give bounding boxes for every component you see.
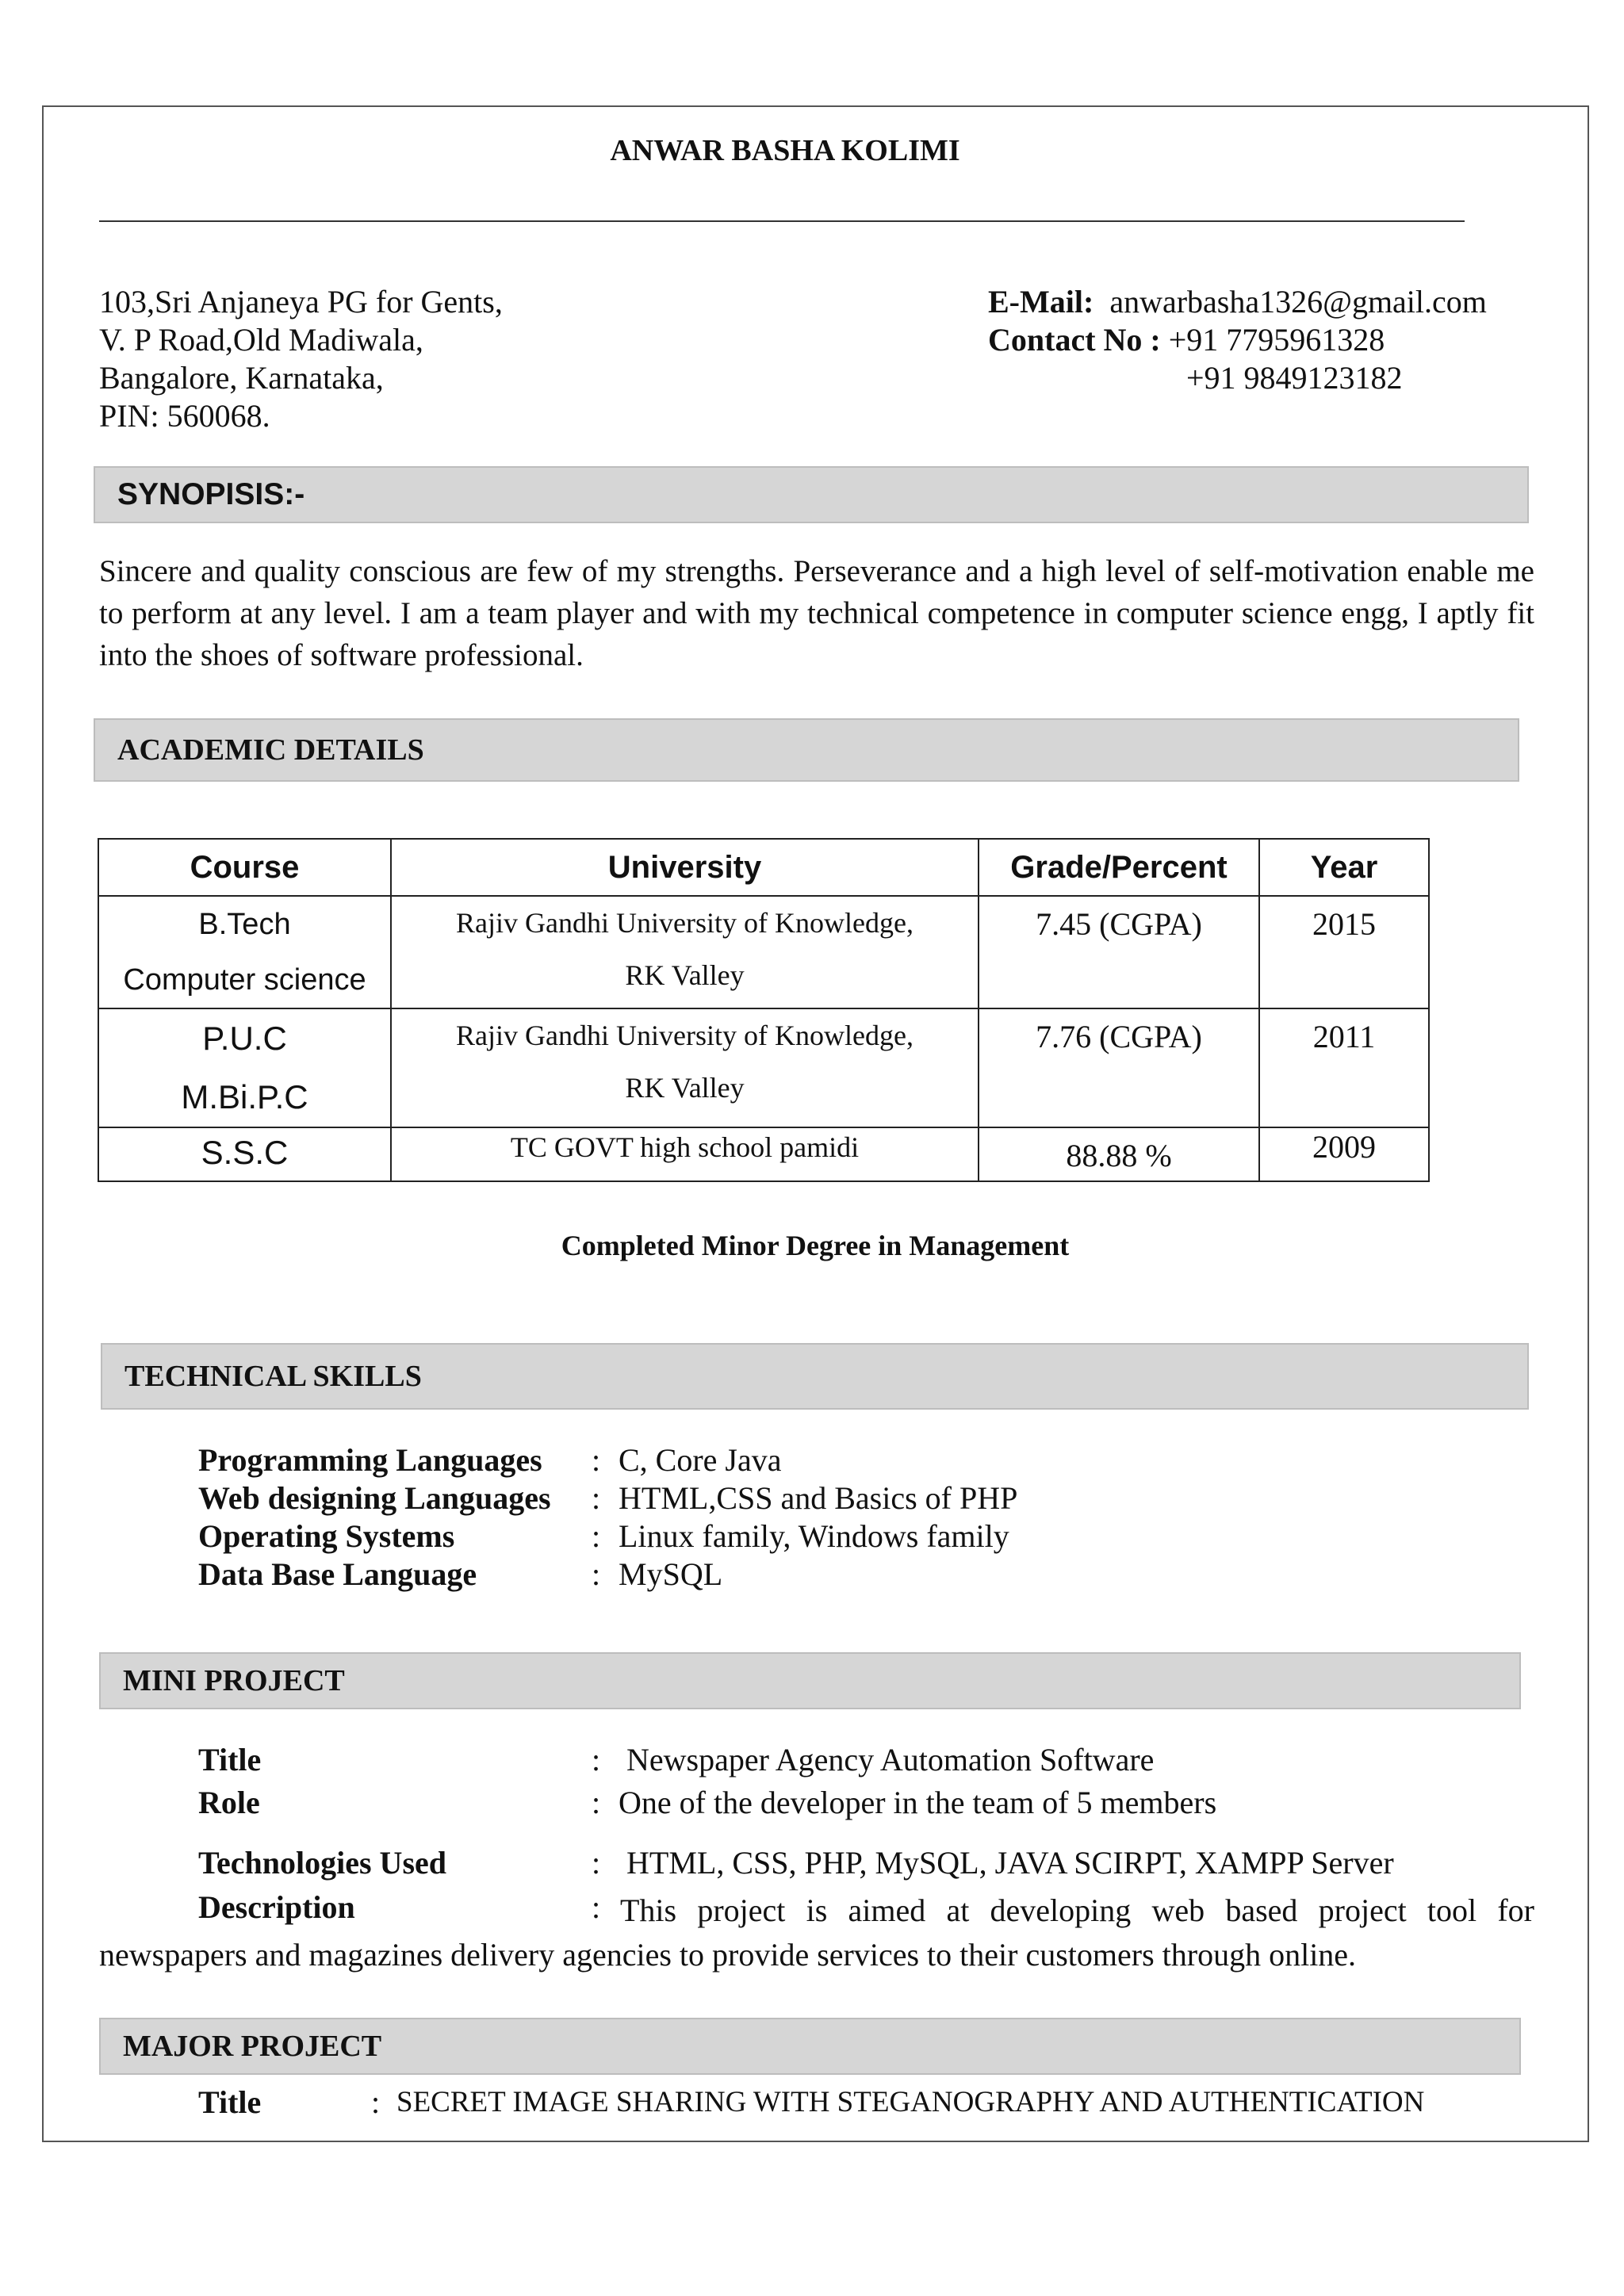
project-value: One of the developer in the team of 5 members — [619, 1785, 1217, 1820]
university-cell: TC GOVT high school pamidi — [391, 1127, 979, 1181]
synopsis-header — [94, 466, 1529, 523]
skill-value: HTML,CSS and Basics of PHP — [619, 1480, 1018, 1516]
major-project-header — [99, 2018, 1521, 2075]
minor-degree-note: Completed Minor Degree in Management — [561, 1230, 1070, 1261]
course-name: P.U.C — [202, 1020, 287, 1057]
university-name: Rajiv Gandhi University of Knowledge, — [456, 1020, 914, 1051]
email-label: E-Mail: — [988, 284, 1094, 320]
grade-cell: 88.88 % — [979, 1127, 1259, 1181]
skill-row — [0, 1479, 1624, 1517]
column-header: Grade/Percent — [979, 839, 1259, 896]
section-title: MINI PROJECT — [123, 1664, 345, 1697]
course-cell — [98, 1008, 391, 1127]
separator: : — [371, 2084, 381, 2120]
university-cell — [391, 896, 979, 1008]
course-branch: Computer science — [123, 963, 366, 997]
section-title: ACADEMIC DETAILS — [117, 733, 424, 767]
table-row — [98, 896, 1429, 1008]
mini-project-header — [99, 1652, 1521, 1709]
skill-value: C, Core Java — [619, 1442, 782, 1478]
project-value: Newspaper Agency Automation Software — [626, 1742, 1155, 1777]
project-description: This project is aimed at developing web based project tool for newspapers and magazines delivery agencies to provide services to their customers through online. — [99, 1892, 1534, 1973]
phone-number: +91 9849123182 — [1186, 360, 1403, 396]
table-row — [98, 1127, 1429, 1181]
skill-row — [0, 1556, 1624, 1594]
email-address: anwarbasha1326@gmail.com — [1109, 284, 1487, 320]
synopsis-text: Sincere and quality conscious are few of my strengths. Perseverance and a high level of self-motivation enable me to perform at any level. I am a team player and with my technical competence in computer science engg, I aptly fit into the shoes of software professional. — [99, 554, 1534, 672]
project-key: Title — [198, 2084, 262, 2120]
section-title: TECHNICAL SKILLS — [124, 1360, 422, 1393]
separator: : — [592, 1480, 601, 1516]
separator: : — [592, 1742, 601, 1777]
address-line: PIN: 560068. — [99, 398, 270, 434]
project-key: Description — [198, 1889, 355, 1925]
separator: : — [592, 1845, 601, 1881]
separator: : — [592, 1442, 601, 1478]
grade-cell: 7.45 (CGPA) — [979, 896, 1259, 1008]
university-campus: RK Valley — [625, 959, 745, 991]
candidate-name: ANWAR BASHA KOLIMI — [610, 134, 960, 167]
separator: : — [592, 1518, 601, 1554]
project-value: SECRET IMAGE SHARING WITH STEGANOGRAPHY AND AUTHENTICATION — [396, 2086, 1425, 2118]
table-header-row — [98, 839, 1429, 896]
table-row — [98, 1008, 1429, 1127]
address-line: 103,Sri Anjaneya PG for Gents, — [99, 284, 503, 320]
course-cell: S.S.C — [98, 1127, 391, 1181]
header-divider — [99, 220, 1465, 222]
course-branch: M.Bi.P.C — [181, 1078, 308, 1115]
skill-value: MySQL — [619, 1556, 723, 1592]
project-row — [0, 1844, 1624, 1882]
project-row — [0, 1741, 1624, 1779]
column-header: Year — [1259, 839, 1429, 896]
contact-block — [988, 283, 1487, 397]
skill-key: Programming Languages — [198, 1442, 542, 1478]
project-key: Role — [198, 1785, 260, 1820]
skills-header — [101, 1343, 1529, 1410]
university-cell — [391, 1008, 979, 1127]
project-key: Technologies Used — [198, 1845, 447, 1881]
skill-row — [0, 1517, 1624, 1556]
project-key: Title — [198, 1742, 262, 1777]
year-cell: 2011 — [1259, 1008, 1429, 1127]
address-block — [99, 283, 503, 435]
course-cell — [98, 896, 391, 1008]
skill-row — [0, 1441, 1624, 1479]
academic-header — [94, 718, 1519, 782]
skill-key: Operating Systems — [198, 1518, 455, 1554]
skill-key: Web designing Languages — [198, 1480, 551, 1516]
skills-list — [0, 1441, 1624, 1600]
mini-project-details — [0, 1741, 1624, 1979]
separator: : — [592, 1556, 601, 1592]
address-line: Bangalore, Karnataka, — [99, 360, 384, 396]
skill-key: Data Base Language — [198, 1556, 477, 1592]
contact-label: Contact No : — [988, 322, 1161, 358]
skill-value: Linux family, Windows family — [619, 1518, 1009, 1554]
project-value: HTML, CSS, PHP, MySQL, JAVA SCIRPT, XAMPP Server — [626, 1845, 1394, 1881]
project-row — [0, 1784, 1624, 1822]
address-line: V. P Road,Old Madiwala, — [99, 322, 423, 358]
grade-cell: 7.76 (CGPA) — [979, 1008, 1259, 1127]
academic-table — [98, 838, 1430, 1182]
section-title: MAJOR PROJECT — [123, 2030, 382, 2063]
column-header: Course — [98, 839, 391, 896]
column-header: University — [391, 839, 979, 896]
university-campus: RK Valley — [625, 1072, 745, 1104]
separator: : — [592, 1889, 601, 1925]
major-project-details — [0, 2084, 1624, 2125]
separator: : — [592, 1785, 601, 1820]
university-name: Rajiv Gandhi University of Knowledge, — [456, 907, 914, 939]
course-name: B.Tech — [198, 908, 291, 941]
year-cell: 2009 — [1259, 1127, 1429, 1181]
section-title: SYNOPISIS:- — [117, 477, 305, 511]
year-cell: 2015 — [1259, 896, 1429, 1008]
phone-number: +91 7795961328 — [1168, 322, 1385, 358]
